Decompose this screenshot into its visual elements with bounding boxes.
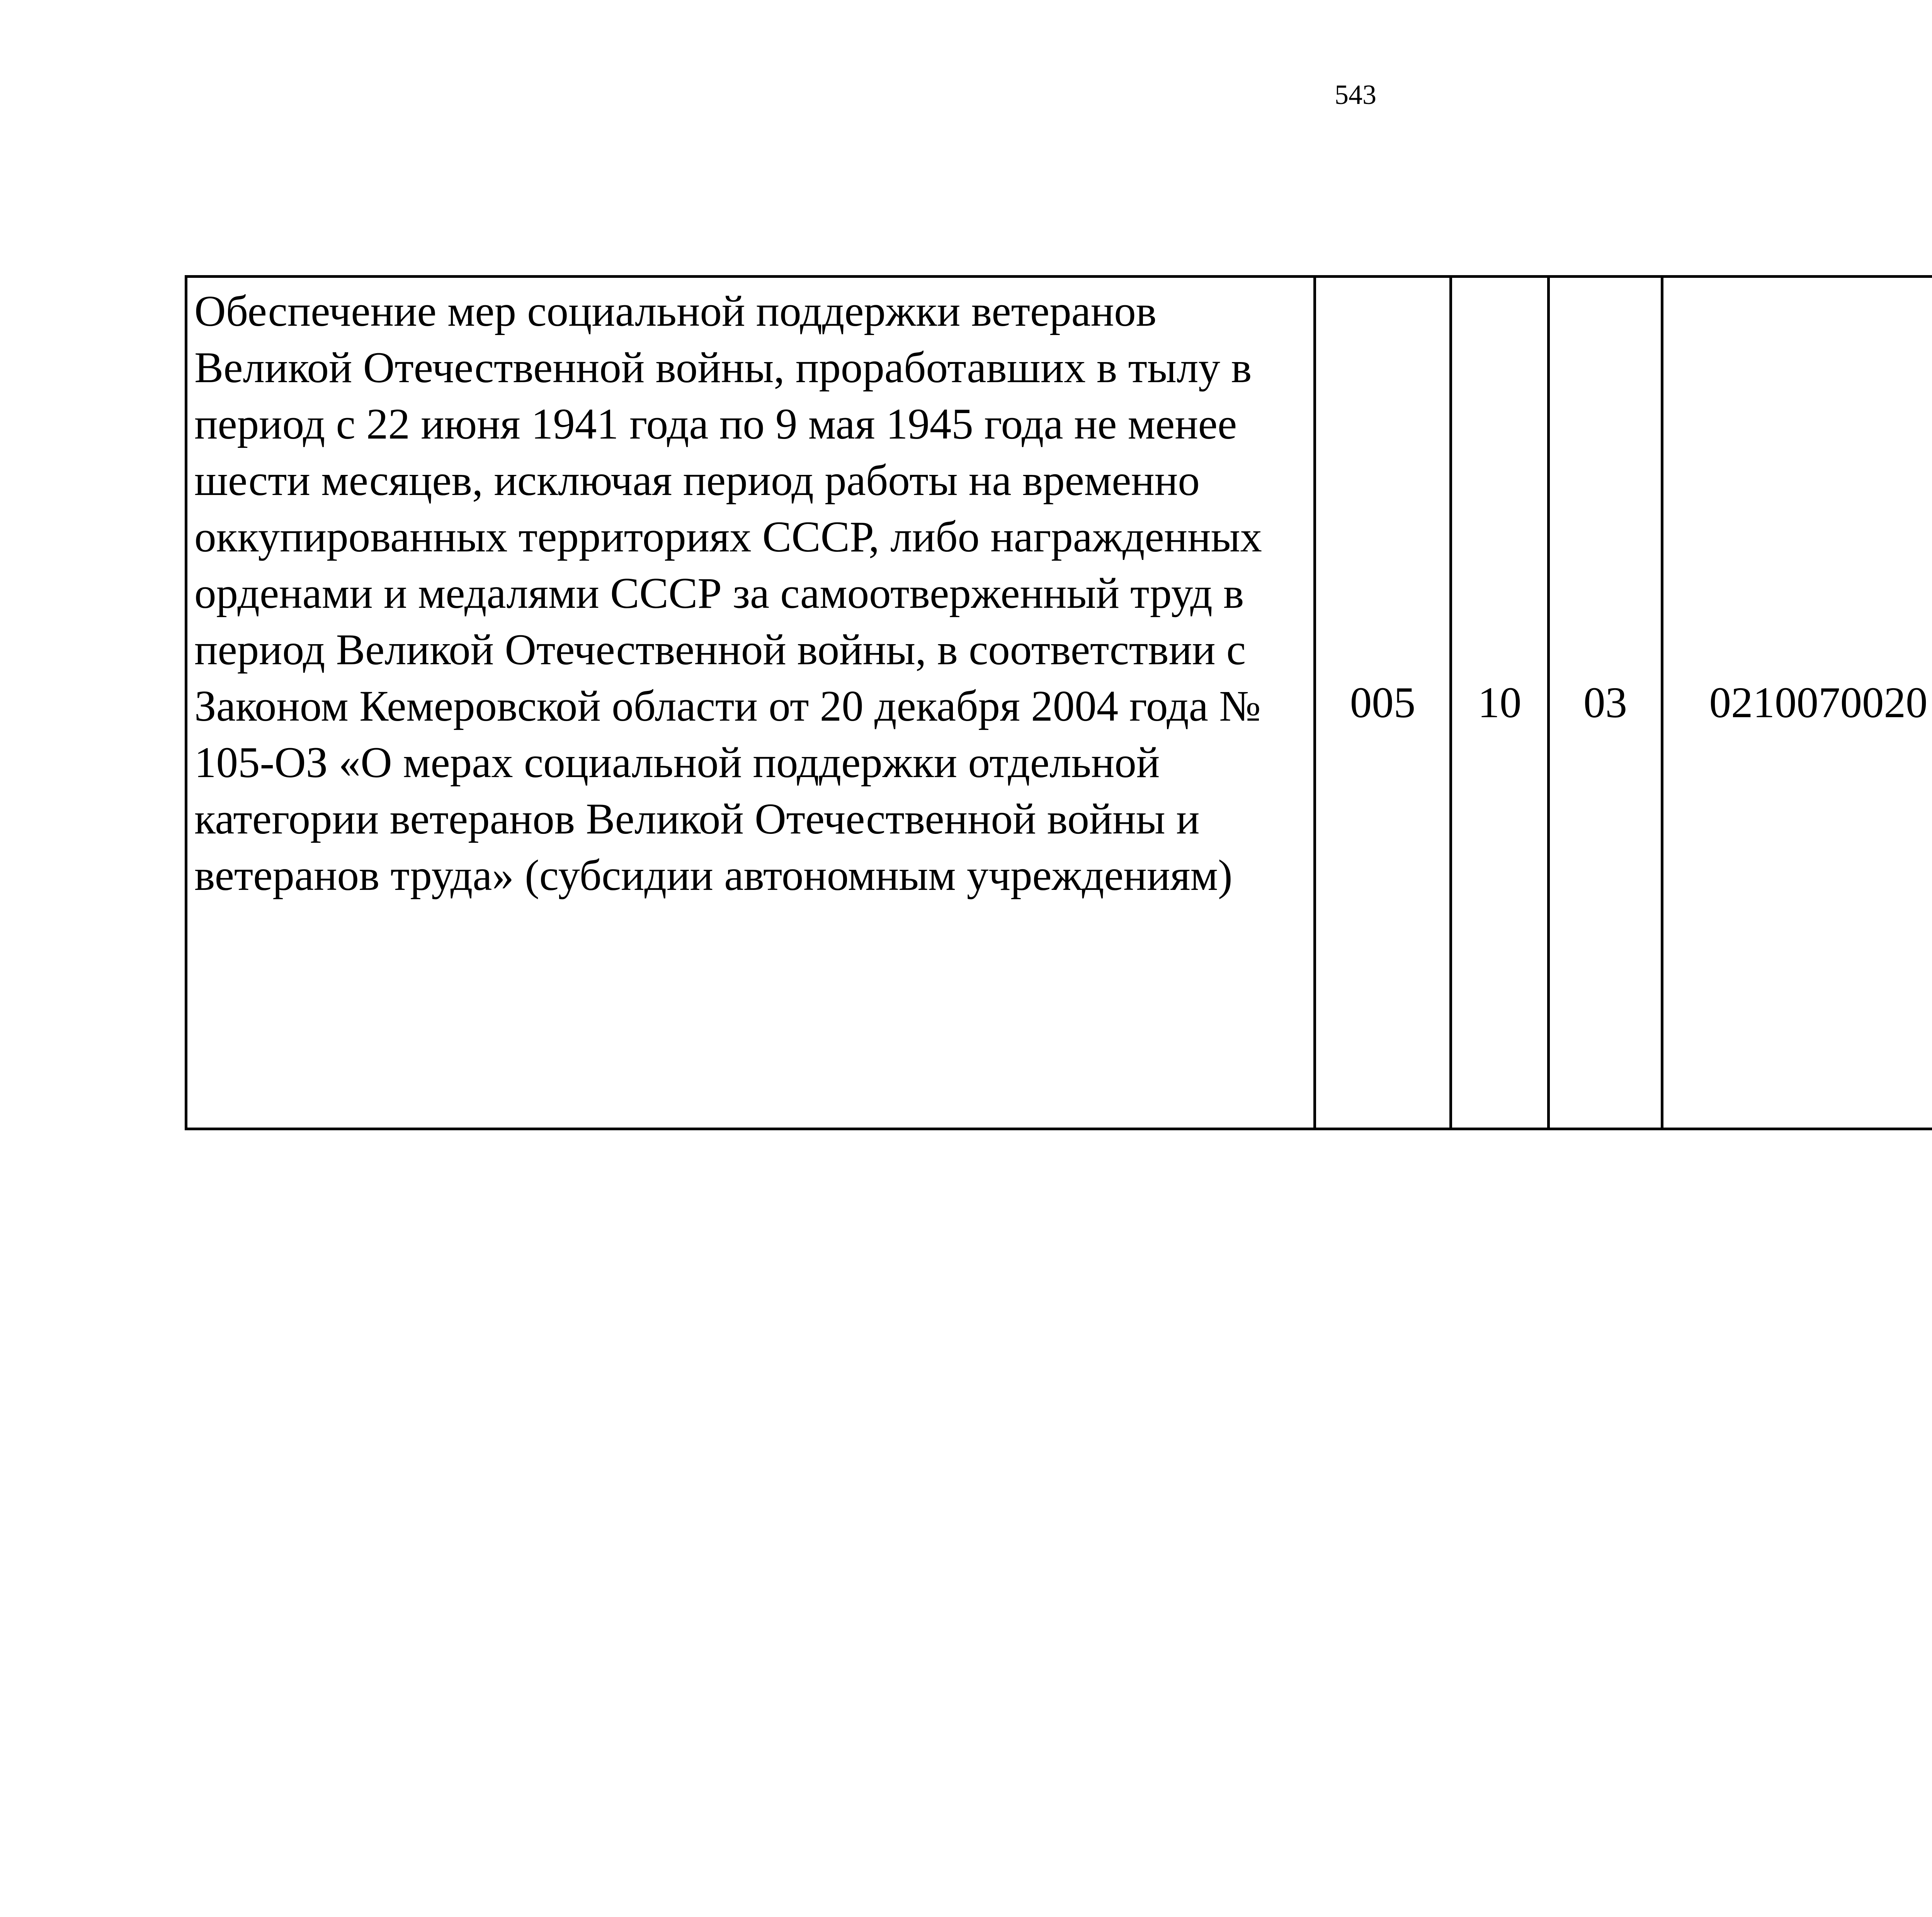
table-row bbox=[186, 277, 1932, 1129]
row-description-cell: Обеспечение мер социальной поддержки ветеранов Великой Отечественной войны, проработавших в тылу в период с 22 июня 1941 года по 9 мая 1945 года не менее шести месяцев, исключая период работы на временно оккупированных территориях СССР, либо награжденных орденами и медалями СССР за самоотверженный труд в период Великой Отечественной войны, в соответствии с Законом Кемеровской области от 20 декабря 2004 года № 105-ОЗ «О мерах социальной поддержки отдельной категории ветеранов Великой Отечественной войны и ветеранов труда» (субсидии автономным учреждениям) bbox=[186, 277, 1315, 1129]
budget-table bbox=[185, 275, 1932, 1130]
code-cell-2: 10 bbox=[1451, 277, 1549, 1129]
page-number: 543 bbox=[1335, 79, 1376, 110]
code-cell-3: 03 bbox=[1549, 277, 1662, 1129]
code-cell-1: 005 bbox=[1315, 277, 1451, 1129]
code-cell-4: 0210070020 bbox=[1662, 277, 1932, 1129]
